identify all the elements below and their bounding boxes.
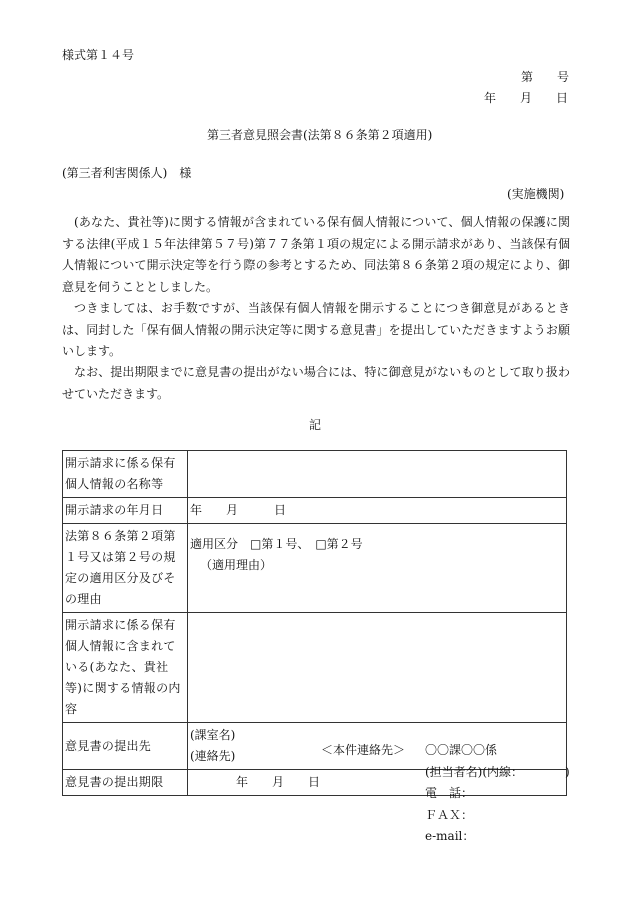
contact-info-label: (連絡先) [190, 749, 236, 763]
table-row [63, 524, 567, 613]
contact-phone: 電 話： [425, 786, 474, 800]
body-paragraph: なお、提出期限までに意見書の提出がない場合には、特に御意見がないものとして取り扱わせていただきます。 [62, 365, 570, 401]
addressee: (第三者利害関係人) 様 [62, 166, 192, 180]
document-date: 年 月 日 [484, 91, 569, 105]
section-name-label: (課室名) [190, 728, 236, 742]
table-label: 意見書の提出先 [63, 723, 188, 770]
category-reason-label: （適用理由） [200, 558, 273, 572]
body-paragraph: (あなた、貴社等)に関する情報が含まれている保有個人情報について、個人情報の保護に関する法律(平成１５年法律第５７号)第７７条第１項の規定による開示請求があり、当該保有個人情報について開示決定等を行う際の参考とするため、同法第８６条第２項の規定により、御意見を伺うこととしました。 [62, 215, 570, 294]
body-paragraph: つきましては、お手数ですが、当該保有個人情報を開示することにつき御意見があるときは、同封した「保有個人情報の開示決定等に関する意見書」を提出していただきますようお願いします。 [62, 301, 570, 358]
info-content-field[interactable] [188, 613, 567, 723]
ki-heading: 記 [309, 418, 322, 432]
contact-block [321, 740, 570, 848]
contact-email: e-mail： [425, 829, 475, 843]
sender: (実施機関) [507, 187, 565, 201]
contact-person: (担当者名)(内線： ) [425, 764, 570, 779]
contact-heading: ＜本件連絡先＞ [321, 743, 406, 757]
table-row [63, 498, 567, 524]
form-number: 様式第１４号 [62, 48, 135, 62]
table-label: 意見書の提出期限 [63, 770, 188, 796]
table-label: 法第８６条第２項第１号又は第２号の規定の適用区分及びその理由 [63, 524, 188, 613]
table-row [63, 451, 567, 498]
table-value-field[interactable] [188, 451, 567, 498]
category-field[interactable] [188, 524, 567, 613]
category-options: 適用区分 □第１号、 □第２号 [190, 537, 363, 551]
contact-fax: ＦＡＸ： [425, 807, 474, 822]
request-date-value: 年 月 日 [190, 503, 287, 517]
deadline-value: 年 月 日 [236, 775, 321, 789]
document-number: 第 号 [521, 70, 570, 84]
table-row [63, 613, 567, 723]
request-date-field[interactable] [188, 498, 567, 524]
contact-section: 〇〇課〇〇係 [425, 743, 498, 757]
document-title: 第三者意見照会書(法第８６条第２項適用) [207, 128, 433, 142]
table-label: 開示請求に係る保有個人情報の名称等 [63, 451, 188, 498]
table-label: 開示請求に係る保有個人情報に含まれている(あなた、貴社等)に関する情報の内容 [63, 613, 188, 723]
table-label: 開示請求の年月日 [63, 498, 188, 524]
